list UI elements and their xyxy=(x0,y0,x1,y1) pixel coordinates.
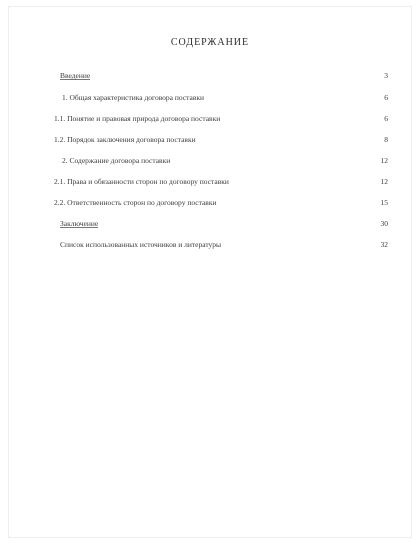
page-title: СОДЕРЖАНИЕ xyxy=(170,37,250,48)
toc-entry-page: 3 xyxy=(384,71,388,80)
toc-entry-chapter-1 xyxy=(0,92,420,104)
toc-entry-introduction xyxy=(0,70,420,82)
toc-entry-page: 12 xyxy=(380,156,388,165)
toc-entry-label: Введение xyxy=(60,71,91,80)
toc-entry-label: 1.2. Порядок заключения договора поставки xyxy=(54,135,196,144)
toc-entry-label: 1.1. Понятие и правовая природа договора поставки xyxy=(54,114,221,123)
toc-entry-page: 6 xyxy=(384,114,388,123)
toc-entry-page: 32 xyxy=(380,240,388,249)
toc-entry-label: 2. Содержание договора поставки xyxy=(62,156,171,165)
toc-entry-section-1-2 xyxy=(0,134,420,146)
toc-entry-label: Заключение xyxy=(60,219,99,228)
toc-entry-page: 30 xyxy=(380,219,388,228)
toc-entry-label: 1. Общая характеристика договора поставки xyxy=(62,93,205,102)
toc-entry-page: 15 xyxy=(380,198,388,207)
toc-entry-page: 6 xyxy=(384,93,388,102)
toc-entry-label: 2.1. Права и обязанности сторон по договору поставки xyxy=(54,177,229,186)
document-page xyxy=(8,6,412,538)
toc-entry-section-1-1 xyxy=(0,113,420,125)
toc-entry-references xyxy=(0,239,420,251)
toc-entry-conclusion xyxy=(0,218,420,230)
toc-entry-chapter-2 xyxy=(0,155,420,167)
toc-entry-label: 2.2. Ответственность сторон по договору поставки xyxy=(54,198,217,207)
toc-entry-label: Список использованных источников и литературы xyxy=(60,240,222,249)
toc-entry-page: 8 xyxy=(384,135,388,144)
toc-entry-page: 12 xyxy=(380,177,388,186)
toc-entry-section-2-2 xyxy=(0,197,420,209)
toc-entry-section-2-1 xyxy=(0,176,420,188)
